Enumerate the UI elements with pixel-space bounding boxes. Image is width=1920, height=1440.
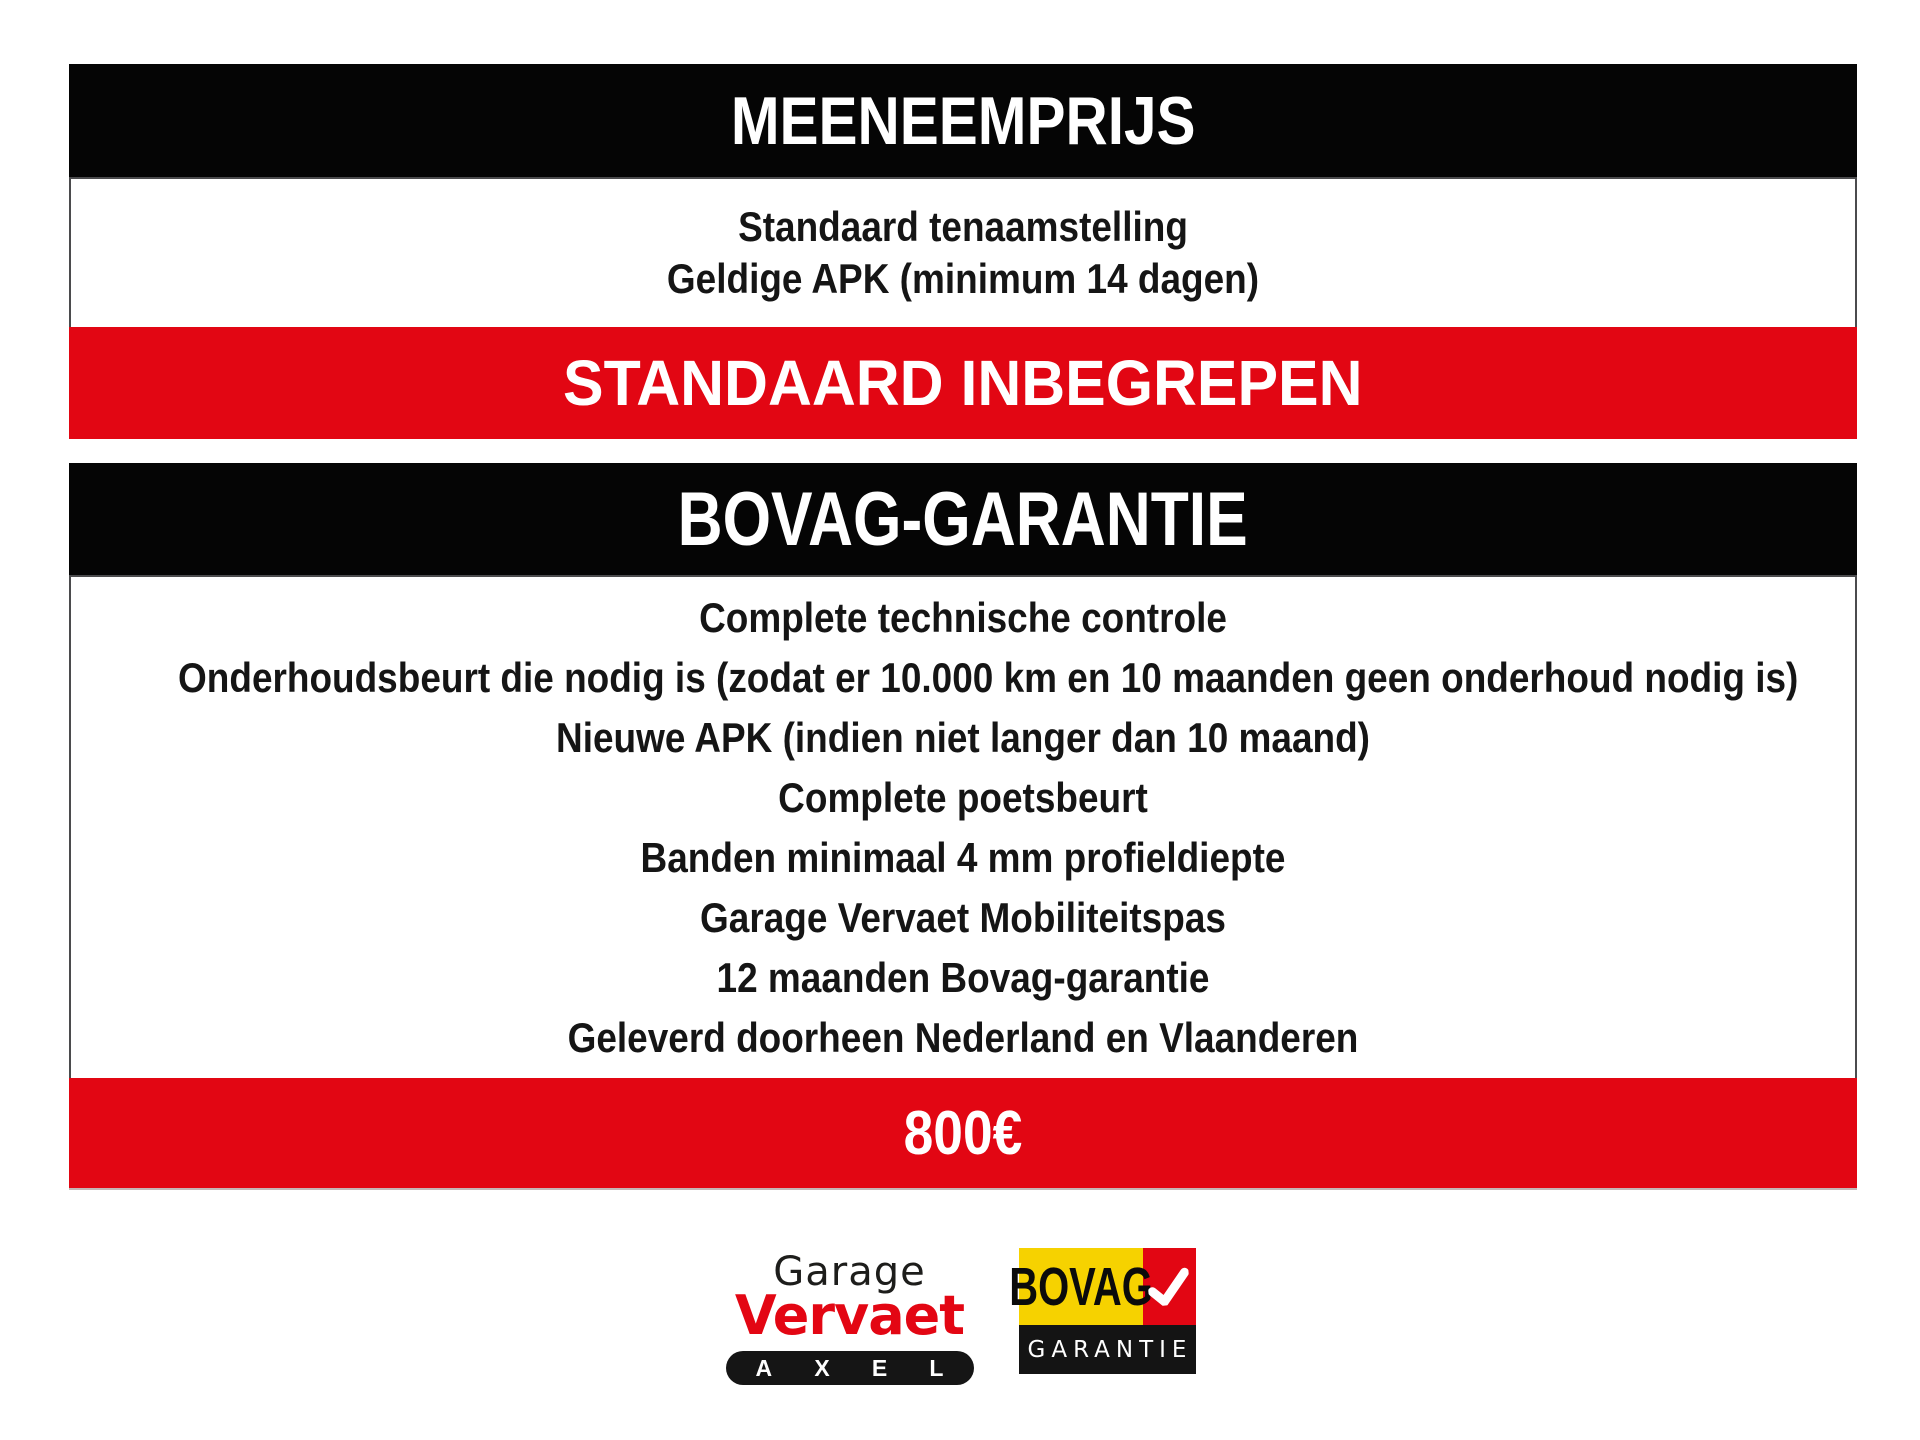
checkmark-icon <box>1146 1266 1192 1306</box>
bovag-garantie-header <box>69 463 1857 575</box>
list-item: 12 maanden Bovag-garantie <box>716 953 1210 1001</box>
list-item: Geldige APK (minimum 14 dagen) <box>666 255 1260 302</box>
axel-letter: E <box>871 1354 888 1381</box>
axel-letter: X <box>814 1354 830 1381</box>
bovag-garantie-title: BOVAG-GARANTIE <box>677 476 1249 562</box>
bovag-logo-name: BOVAG <box>1008 1256 1153 1317</box>
axel-letter: A <box>755 1354 773 1381</box>
list-item: Onderhoudsbeurt die nodig is (zodat er 10.000 km en 10 maanden geen onderhoud nodig is) <box>178 653 1799 701</box>
bovag-logo-bottom <box>1019 1325 1196 1374</box>
list-item: Garage Vervaet Mobiliteitspas <box>700 893 1226 941</box>
bovag-garantie-card <box>69 463 1857 1190</box>
list-item: Complete poetsbeurt <box>778 773 1148 821</box>
garage-vervaet-logo <box>725 1249 975 1385</box>
list-item: Complete technische controle <box>699 593 1227 641</box>
axel-badge <box>726 1351 974 1385</box>
standaard-inbegrepen-banner <box>69 327 1857 439</box>
bovag-garantie-logo <box>1008 1248 1196 1374</box>
list-item: Banden minimaal 4 mm profieldiepte <box>640 833 1286 881</box>
vervaet-word: Vervaet <box>734 1284 965 1347</box>
bovag-logo-top <box>1008 1248 1196 1325</box>
meeneemprijs-header <box>69 64 1857 177</box>
list-item: Nieuwe APK (indien niet langer dan 10 maand) <box>556 713 1370 761</box>
footer-logos <box>0 1248 1920 1385</box>
garage-word: Garage <box>773 1249 926 1295</box>
meeneemprijs-card <box>69 64 1857 439</box>
bovag-logo-subtitle: GARANTIE <box>1027 1336 1193 1363</box>
price-label: 800€ <box>903 1098 1023 1168</box>
standaard-inbegrepen-label: STANDAARD INBEGREPEN <box>563 347 1363 419</box>
meeneemprijs-title: MEENEEMPRIJS <box>730 82 1196 159</box>
bovag-logo-yellow-panel <box>1008 1248 1153 1325</box>
meeneemprijs-body <box>69 177 1857 327</box>
list-item: Geleverd doorheen Nederland en Vlaanderen <box>567 1013 1359 1061</box>
bovag-garantie-body <box>69 575 1857 1078</box>
axel-letter: L <box>929 1354 944 1381</box>
price-banner <box>69 1078 1857 1190</box>
list-item: Standaard tenaamstelling <box>738 203 1188 250</box>
